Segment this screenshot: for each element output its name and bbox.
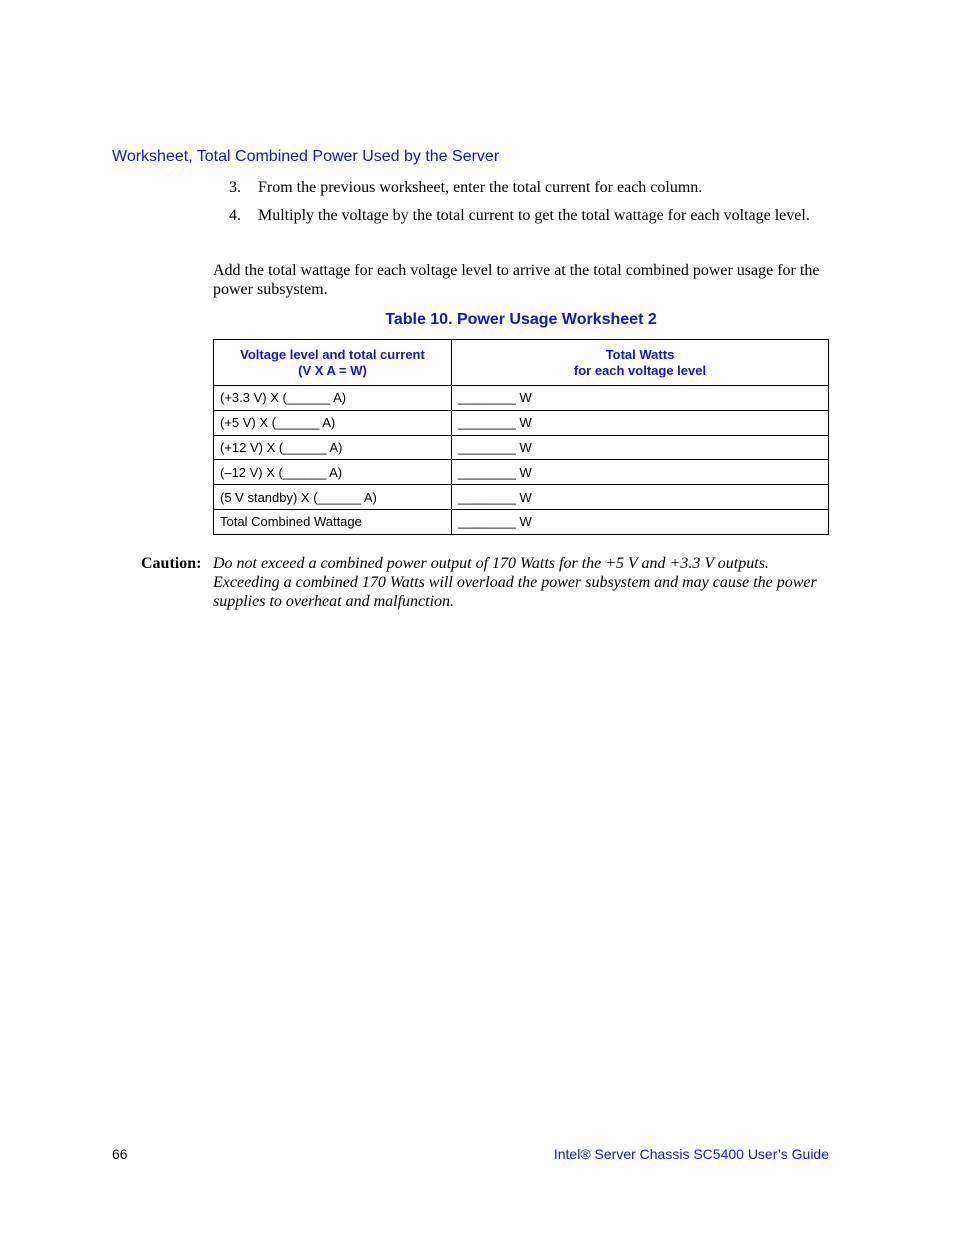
table-cell: ________ W [452, 410, 829, 435]
footer-document-title: Intel® Server Chassis SC5400 User’s Guide [553, 1146, 829, 1162]
header-line: Voltage level and total current [240, 346, 425, 362]
page-number: 66 [112, 1146, 128, 1162]
table-cell: (5 V standby) X (______ A) [214, 485, 452, 510]
table-row [214, 509, 829, 534]
table-cell: ________ W [452, 460, 829, 485]
step-number: 3. [229, 179, 241, 196]
caution-label: Caution: [141, 555, 202, 572]
section-heading: Worksheet, Total Combined Power Used by the Server [112, 148, 500, 165]
step-list [229, 178, 829, 234]
step-text: Multiply the voltage by the total current to get the total wattage for each voltage level. [258, 207, 810, 224]
table-cell: ________ W [452, 509, 829, 534]
table-header-row [214, 340, 829, 386]
table-cell: (+12 V) X (______ A) [214, 435, 452, 460]
column-header-watts [452, 340, 829, 386]
caution-text: Do not exceed a combined power output of 170 Watts for the +5 V and +3.3 V outputs. Exceeding a combined 170 Watts will overload the power subsystem and may cause the power supplies to overheat and malfunction. [213, 555, 817, 610]
table-row [214, 435, 829, 460]
table-cell: Total Combined Wattage [214, 509, 452, 534]
header-line: (V X A = W) [298, 362, 367, 378]
power-usage-table [213, 339, 829, 535]
column-header-voltage [214, 340, 452, 386]
header-line: Total Watts [605, 346, 675, 362]
table-row [214, 410, 829, 435]
table-row [214, 485, 829, 510]
table-cell: ________ W [452, 435, 829, 460]
table-cell: (+3.3 V) X (______ A) [214, 386, 452, 411]
body-paragraph: Add the total wattage for each voltage level to arrive at the total combined power usage for the power subsystem. [213, 262, 820, 298]
table-cell: ________ W [452, 386, 829, 411]
table-row [214, 460, 829, 485]
list-item [229, 178, 829, 197]
step-text: From the previous worksheet, enter the total current for each column. [258, 179, 703, 196]
table-cell: (+5 V) X (______ A) [214, 410, 452, 435]
list-item [229, 206, 829, 225]
table-caption: Table 10. Power Usage Worksheet 2 [385, 311, 657, 328]
step-number: 4. [229, 207, 241, 224]
header-line: for each voltage level [573, 362, 707, 378]
table-row [214, 386, 829, 411]
table-cell: (–12 V) X (______ A) [214, 460, 452, 485]
table-cell: ________ W [452, 485, 829, 510]
